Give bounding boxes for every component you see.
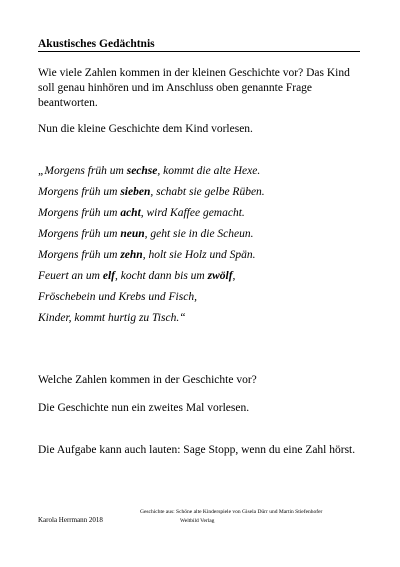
footer-author: Karola Herrmann 2018 [38, 516, 103, 524]
poem-line-7: Fröschebein und Krebs und Fisch, [38, 291, 197, 303]
footer-source: Geschichte aus: Schöne alte Kinderspiele von Gisela Dürr und Martin Stiefenhofer [140, 509, 323, 515]
poem-line-1: „Morgens früh um sechse, kommt die alte Hexe. [38, 165, 261, 177]
poem-line-5: Morgens früh um zehn, holt sie Holz und Spän. [38, 249, 256, 261]
repeat-instruction: Die Geschichte nun ein zweites Mal vorlesen. [38, 402, 250, 414]
poem-line-8: Kinder, kommt hurtig zu Tisch.“ [38, 312, 186, 324]
poem-line-4: Morgens früh um neun, geht sie in die Scheun. [38, 228, 254, 240]
question-paragraph: Welche Zahlen kommen in der Geschichte vor? [38, 374, 257, 386]
alternative-paragraph: Die Aufgabe kann auch lauten: Sage Stopp, wenn du eine Zahl hörst. [38, 444, 356, 456]
footer-publisher: Weltbild Verlag [180, 518, 215, 524]
intro-paragraph: Wie viele Zahlen kommen in der kleinen Geschichte vor? Das Kind soll genau hinhören und im Anschluss oben genannte Frage beantworten. [38, 67, 350, 109]
page-title: Akustisches Gedächtnis [38, 38, 360, 52]
poem-line-3: Morgens früh um acht, wird Kaffee gemacht. [38, 207, 245, 219]
read-instruction: Nun die kleine Geschichte dem Kind vorlesen. [38, 123, 253, 135]
poem-line-6: Feuert an um elf, kocht dann bis um zwölf, [38, 270, 236, 282]
poem-line-2: Morgens früh um sieben, schabt sie gelbe Rüben. [38, 186, 265, 198]
